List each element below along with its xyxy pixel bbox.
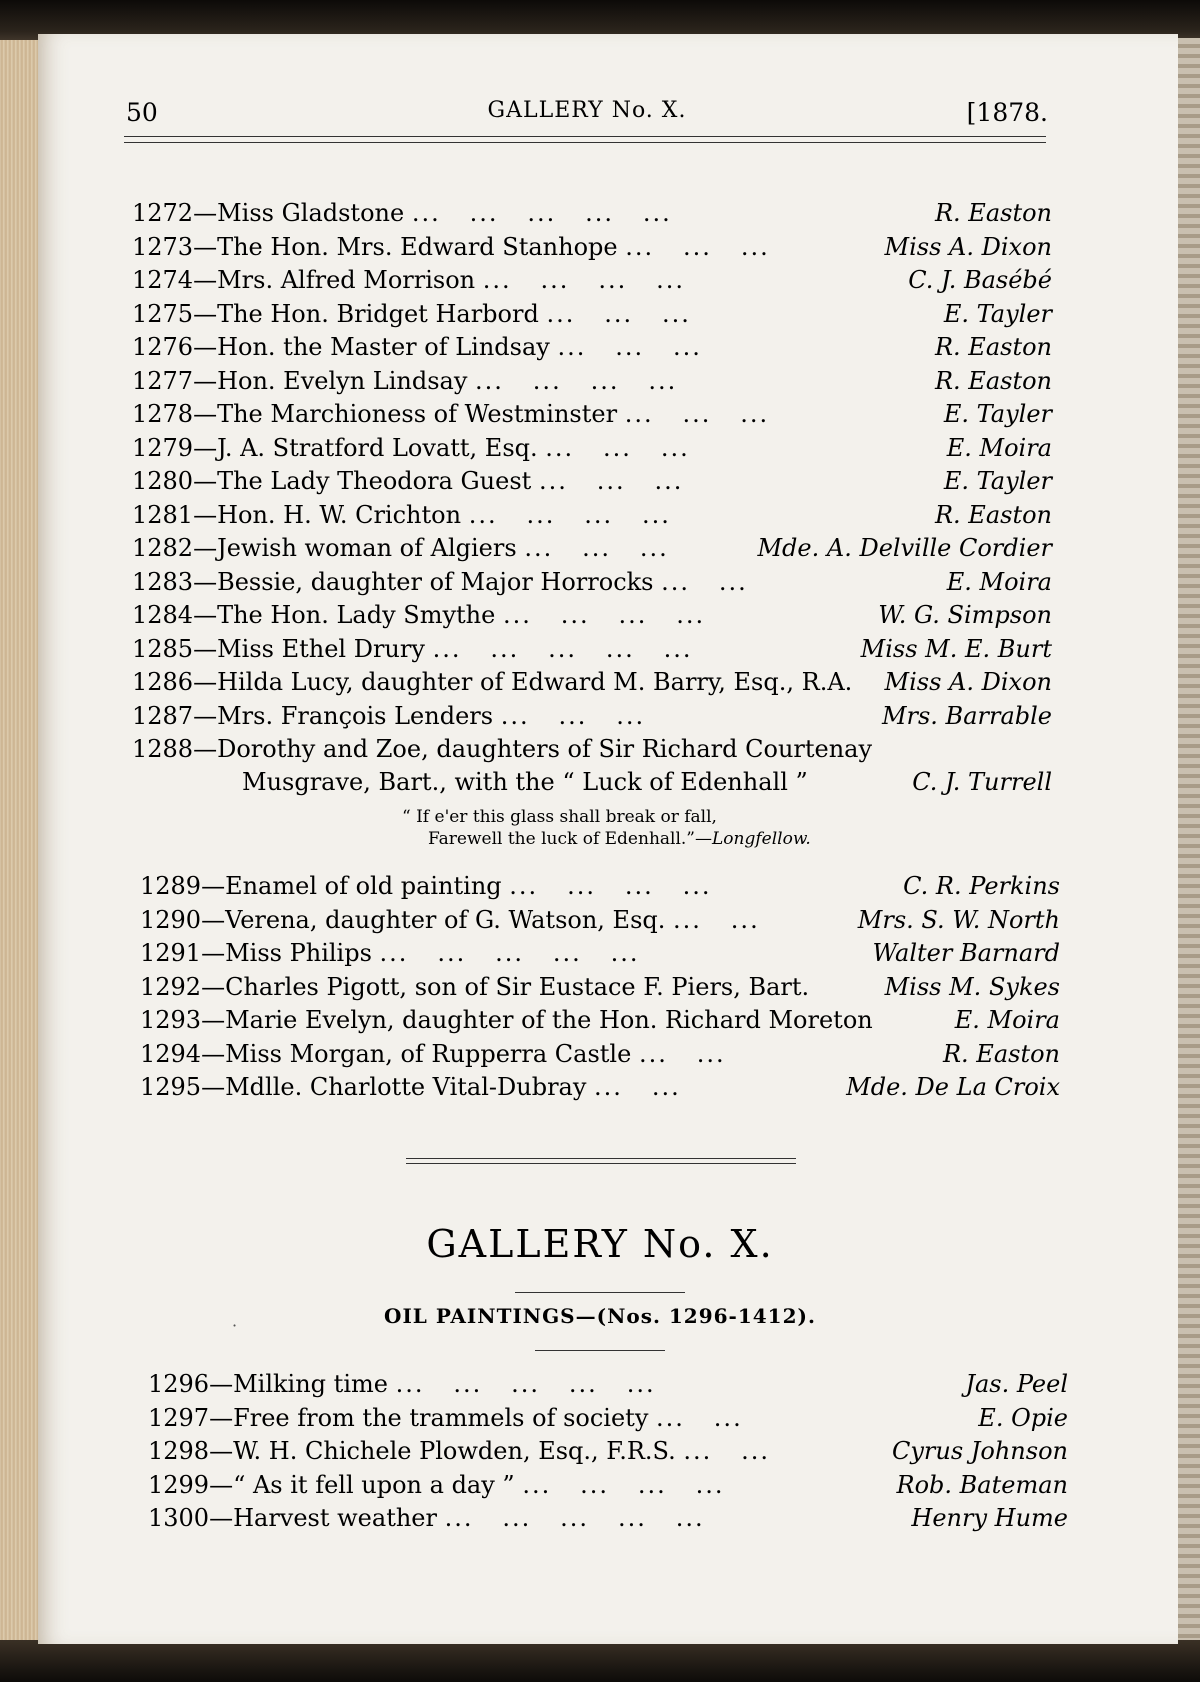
catalogue-entry: 1278—The Marchioness of Westminster ... ... ... E. Tayler (132, 397, 1052, 431)
quote-line-2: Farewell the luck of Edenhall.”— (428, 829, 712, 849)
leader-dots: ... ... (638, 1039, 726, 1068)
page-number: 50 (126, 98, 158, 127)
leader-dots: ... ... (683, 1437, 771, 1465)
entry-artist: R. Easton (934, 366, 1052, 395)
entry-number: 1273 (132, 232, 194, 261)
quote-line-1: “ If e'er this glass shall break or fall, (402, 807, 717, 827)
catalogue-entry: 1275—The Hon. Bridget Harbord ... ... ... E. Tayler (132, 297, 1052, 331)
catalogue-entry: 1295—Mdlle. Charlotte Vital-Dubray ... ... Mde. De La Croix (140, 1070, 1060, 1104)
entry-artist: Miss A. Dixon (884, 232, 1052, 261)
catalogue-entry: 1293—Marie Evelyn, daughter of the Hon. Richard Moreton E. Moira (140, 1003, 1060, 1037)
entry-number: 1272 (132, 199, 194, 227)
catalogue-entry: 1290—Verena, daughter of G. Watson, Esq. ... ... Mrs. S. W. North (140, 903, 1060, 937)
entry-title: The Hon. Mrs. Edward Stanhope (217, 232, 618, 261)
entry-artist: E. Moira (946, 567, 1052, 596)
entry-number: 1274 (132, 266, 194, 294)
section-rule (515, 1292, 685, 1293)
catalogue-entry: 1297—Free from the trammels of society ... ... E. Opie (148, 1401, 1068, 1435)
entry-artist: Miss M. Sykes (884, 972, 1060, 1001)
entry-title: Mrs. François Lenders (217, 701, 494, 730)
entry-artist: Cyrus Johnson (891, 1437, 1068, 1465)
leader-dots: ... ... (594, 1073, 681, 1101)
entry-artist: R. Easton (934, 500, 1052, 529)
leader-dots: ... ... ... (624, 400, 770, 428)
entry-artist: W. G. Simpson (878, 601, 1052, 629)
entry-number: 1299 (148, 1470, 210, 1499)
catalogue-entry: 1273—The Hon. Mrs. Edward Stanhope ... ... ... Miss A. Dixon (132, 230, 1052, 264)
entry-title: J. A. Stratford Lovatt, Esq. (217, 433, 538, 462)
catalogue-entry: 1287—Mrs. François Lenders ... ... ... Mrs. Barrable (132, 699, 1052, 733)
quotation (380, 806, 880, 850)
entry-title-continued: Musgrave, Bart., with the “ Luck of Edenhall ” (242, 768, 808, 796)
leader-dots: ... ... ... (500, 701, 646, 730)
entry-number: 1291 (140, 939, 202, 967)
leader-dots: ... ... ... (625, 232, 770, 261)
entry-artist: E. Tayler (943, 299, 1052, 328)
entry-number: 1278 (132, 400, 194, 428)
running-title: GALLERY No. X. (487, 98, 687, 123)
entry-title: Mrs. Alfred Morrison (217, 266, 476, 294)
entry-number: 1297 (148, 1403, 210, 1432)
catalogue-entry: 1300—Harvest weather ... ... ... ... ... Henry Hume (148, 1501, 1068, 1535)
entry-title: The Lady Theodora Guest (217, 467, 532, 495)
entry-number: 1283 (132, 567, 194, 596)
leader-dots: ... ... ... (557, 333, 702, 361)
leader-dots: ... ... ... ... (509, 872, 712, 900)
catalogue-entry: 1285—Miss Ethel Drury ... ... ... ... ... Miss M. E. Burt (132, 632, 1052, 666)
entry-title: Mdlle. Charlotte Vital-Dubray (225, 1073, 587, 1101)
entry-number: 1285 (132, 634, 194, 663)
entry-number: 1294 (140, 1039, 202, 1068)
leader-dots: ... ... ... ... (522, 1470, 725, 1499)
entry-title: Bessie, daughter of Major Horrocks (217, 567, 654, 596)
entry-number: 1293 (140, 1006, 202, 1034)
entry-number: 1282 (132, 534, 194, 562)
catalogue-entry: 1298—W. H. Chichele Plowden, Esq., F.R.S. ... ... Cyrus Johnson (148, 1434, 1068, 1468)
entry-artist: Mde. De La Croix (846, 1073, 1060, 1101)
entry-title: Jewish woman of Algiers (217, 534, 517, 562)
catalogue-entry: 1277—Hon. Evelyn Lindsay ... ... ... ... R. Easton (132, 364, 1052, 398)
entry-title: The Marchioness of Westminster (217, 400, 618, 428)
catalogue-entry: 1272—Miss Gladstone ... ... ... ... ... R. Easton (132, 196, 1052, 230)
catalogue-entry: 1279—J. A. Stratford Lovatt, Esq. ... ... ... E. Moira (132, 431, 1052, 465)
entry-number: 1284 (132, 601, 194, 629)
entry-artist: E. Tayler (943, 467, 1052, 495)
catalogue-entry: 1281—Hon. H. W. Crichton ... ... ... ... R. Easton (132, 498, 1052, 532)
entry-artist: Mrs. Barrable (881, 701, 1052, 730)
entry-number: 1290 (140, 905, 202, 934)
leader-dots: ... ... (656, 1403, 743, 1432)
catalogue-entry: 1294—Miss Morgan, of Rupperra Castle ... ... R. Easton (140, 1037, 1060, 1071)
entry-artist: Henry Hume (911, 1504, 1068, 1532)
entry-artist: R. Easton (942, 1039, 1060, 1068)
entry-artist: Miss A. Dixon (884, 668, 1052, 696)
entry-artist: R. Easton (934, 199, 1052, 227)
entry-number: 1275 (132, 299, 194, 328)
entry-title: Miss Ethel Drury (217, 634, 425, 663)
entry-number: 1286 (132, 668, 194, 696)
catalogue-entry: 1296—Milking time ... ... ... ... ... Jas. Peel (148, 1367, 1068, 1401)
entry-number: 1296 (148, 1370, 210, 1398)
entry-title: Verena, daughter of G. Watson, Esq. (225, 905, 666, 934)
book-binding-bottom (0, 1640, 1200, 1682)
entry-number: 1300 (148, 1504, 210, 1532)
entry-title: Miss Philips (225, 939, 372, 967)
catalogue-entry: 1299—“ As it fell upon a day ” ... ... ... ... Rob. Bateman (148, 1468, 1068, 1502)
catalogue-entry: 1286—Hilda Lucy, daughter of Edward M. Barry, Esq., R.A. Miss A. Dixon (132, 665, 1052, 699)
leader-dots: ... ... ... ... ... (432, 634, 693, 663)
section-title: GALLERY No. X. (426, 1222, 774, 1266)
entry-artist: Jas. Peel (965, 1370, 1068, 1398)
entry-number: 1281 (132, 500, 194, 529)
entry-title: Harvest weather (233, 1504, 437, 1532)
quote-author: Longfellow. (712, 829, 811, 849)
leader-dots: ... ... (673, 905, 760, 934)
entry-title: Dorothy and Zoe, daughters of Sir Richard Courtenay (217, 735, 873, 763)
entry-number: 1298 (148, 1437, 210, 1465)
catalogue-entry: 1282—Jewish woman of Algiers ... ... ... Mde. A. Delville Cordier (132, 531, 1052, 565)
entry-title: Charles Pigott, son of Sir Eustace F. Piers, Bart. (225, 972, 810, 1001)
entry-number: 1292 (140, 972, 202, 1001)
leader-dots: ... ... ... ... ... (444, 1504, 705, 1532)
catalogue-entry: 1280—The Lady Theodora Guest ... ... ... E. Tayler (132, 464, 1052, 498)
entry-title: Hilda Lucy, daughter of Edward M. Barry, Esq., R.A. (217, 668, 853, 696)
entry-artist: E. Moira (946, 433, 1052, 462)
catalogue-entry: 1289—Enamel of old painting ... ... ... ... C. R. Perkins (140, 869, 1060, 903)
entry-number: 1289 (140, 872, 202, 900)
entry-number: 1277 (132, 366, 194, 395)
entry-number: 1279 (132, 433, 194, 462)
entry-title: Hon. Evelyn Lindsay (217, 366, 468, 395)
entry-artist: C. J. Turrell (912, 768, 1052, 796)
leader-dots: ... ... ... (545, 433, 690, 462)
entry-artist: C. R. Perkins (903, 872, 1060, 900)
entry-artist: R. Easton (934, 333, 1052, 361)
entry-title: Milking time (233, 1370, 388, 1398)
entry-artist: Mde. A. Delville Cordier (757, 534, 1052, 562)
leader-dots: ... ... ... (538, 467, 684, 495)
leader-dots: ... ... ... ... (482, 266, 685, 294)
entry-title: Marie Evelyn, daughter of the Hon. Richard Moreton (225, 1006, 873, 1034)
catalogue-entry: 1292—Charles Pigott, son of Sir Eustace F. Piers, Bart. Miss M. Sykes (140, 970, 1060, 1004)
section-subtitle: OIL PAINTINGS—(Nos. 1296-1412). (384, 1304, 816, 1328)
leader-dots: ... ... (661, 567, 748, 596)
leader-dots: ... ... ... ... ... (395, 1370, 656, 1398)
entry-number: 1287 (132, 701, 194, 730)
entry-artist: Rob. Bateman (896, 1470, 1068, 1499)
entry-artist: E. Tayler (943, 400, 1052, 428)
year: [1878. (966, 98, 1048, 127)
entry-number: 1280 (132, 467, 194, 495)
entry-number: 1288 (132, 735, 194, 763)
leader-dots: ... ... ... ... ... (379, 939, 640, 967)
catalogue-entry: 1291—Miss Philips ... ... ... ... ... Walter Barnard (140, 936, 1060, 970)
leader-dots: ... ... ... ... (475, 366, 678, 395)
entry-title: The Hon. Lady Smythe (217, 601, 496, 629)
subtitle-rule (535, 1350, 665, 1351)
catalogue-entry: 1276—Hon. the Master of Lindsay ... ... ... R. Easton (132, 330, 1052, 364)
catalogue-entry-1288: 1288—Dorothy and Zoe, daughters of Sir Richard Courtenay Musgrave, Bart., with the “ Luck of Edenhall ” C. J. Turrell (132, 733, 1052, 799)
print-mark: · (232, 1316, 238, 1335)
entry-number: 1276 (132, 333, 194, 361)
entry-title: Free from the trammels of society (233, 1403, 649, 1432)
entry-number: 1295 (140, 1073, 202, 1101)
leader-dots: ... ... ... ... ... (411, 199, 672, 227)
entry-title: Hon. H. W. Crichton (217, 500, 462, 529)
entry-artist: Miss M. E. Burt (860, 634, 1052, 663)
entry-title: Miss Morgan, of Rupperra Castle (225, 1039, 632, 1068)
entry-title: Enamel of old painting (225, 872, 502, 900)
entry-title: “ As it fell upon a day ” (233, 1470, 515, 1499)
leader-dots: ... ... ... (546, 299, 691, 328)
entry-title: Hon. the Master of Lindsay (217, 333, 550, 361)
entry-artist: E. Opie (978, 1403, 1068, 1432)
leader-dots: ... ... ... ... (468, 500, 671, 529)
header-double-rule (124, 136, 1046, 143)
entry-title: The Hon. Bridget Harbord (217, 299, 539, 328)
entry-artist: E. Moira (954, 1006, 1060, 1034)
entry-artist: Mrs. S. W. North (857, 905, 1060, 934)
entry-title: W. H. Chichele Plowden, Esq., F.R.S. (233, 1437, 676, 1465)
leader-dots: ... ... ... (524, 534, 669, 562)
entry-artist: Walter Barnard (872, 939, 1060, 967)
catalogue-entry: 1283—Bessie, daughter of Major Horrocks ... ... E. Moira (132, 565, 1052, 599)
catalogue-entry: 1284—The Hon. Lady Smythe ... ... ... ... W. G. Simpson (132, 598, 1052, 632)
entry-artist: C. J. Basébé (908, 266, 1052, 294)
entry-title: Miss Gladstone (217, 199, 405, 227)
leader-dots: ... ... ... ... (502, 601, 706, 629)
catalogue-entry: 1274—Mrs. Alfred Morrison ... ... ... ... C. J. Basébé (132, 263, 1052, 297)
section-double-rule (406, 1158, 796, 1164)
